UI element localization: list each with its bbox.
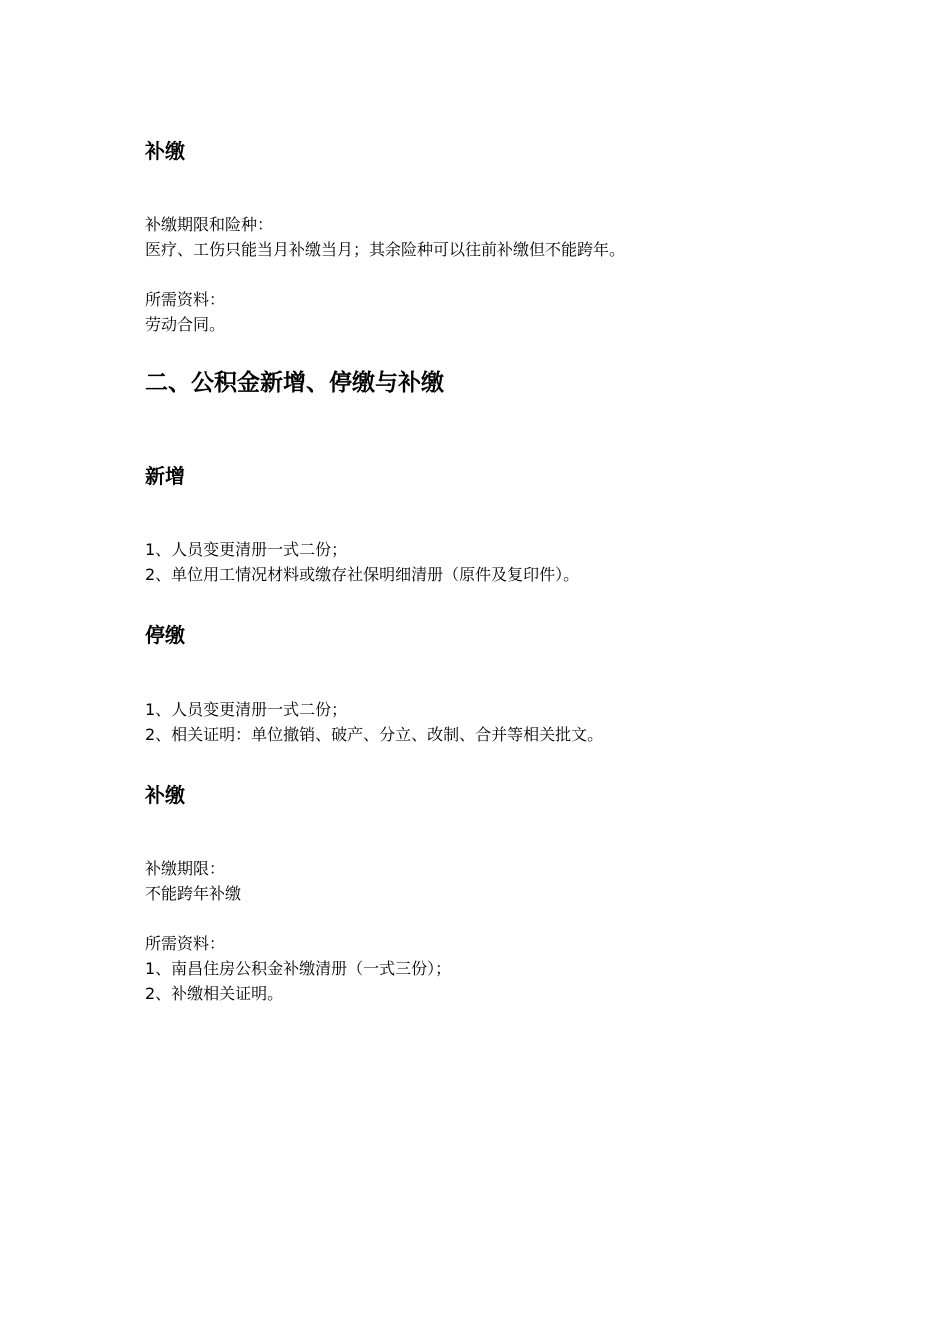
- social-buchao-period-label: 补缴期限和险种：: [145, 215, 274, 234]
- fund-buchao-item: 1、南昌住房公积金补缴清册（一式三份）；: [145, 959, 452, 978]
- fund-buchao-period-label: 补缴期限：: [145, 859, 226, 878]
- fund-xinzeng-item: 1、人员变更清册一式二份；: [145, 540, 348, 559]
- fund-tingjiao-item: 2、相关证明：单位撤销、破产、分立、改制、合并等相关批文。: [145, 725, 604, 744]
- fund-buchao-materials-label: 所需资料：: [145, 934, 226, 953]
- fund-tingjiao-heading: 停缴: [145, 623, 185, 647]
- fund-buchao-period-text: 不能跨年补缴: [145, 884, 242, 903]
- fund-xinzeng-item: 2、单位用工情况材料或缴存社保明细清册（原件及复印件）。: [145, 565, 580, 584]
- fund-section-title: 二、公积金新增、停缴与补缴: [145, 370, 444, 396]
- social-buchao-period-text: 医疗、工伤只能当月补缴当月；其余险种可以往前补缴但不能跨年。: [145, 240, 626, 259]
- social-buchao-materials-label: 所需资料：: [145, 290, 226, 309]
- fund-buchao-item: 2、补缴相关证明。: [145, 984, 284, 1003]
- fund-xinzeng-heading: 新增: [145, 464, 185, 488]
- social-buchao-materials-text: 劳动合同。: [145, 315, 226, 334]
- social-buchao-heading: 补缴: [145, 139, 185, 163]
- fund-buchao-heading: 补缴: [145, 783, 185, 807]
- fund-tingjiao-item: 1、人员变更清册一式二份；: [145, 700, 348, 719]
